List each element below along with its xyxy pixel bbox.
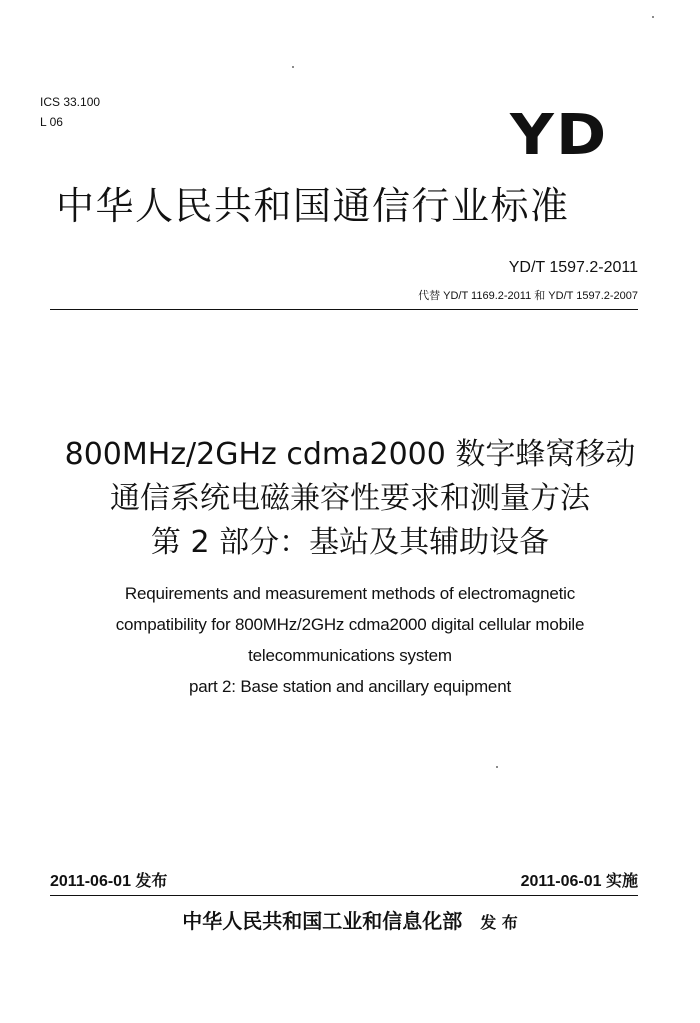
scan-speck xyxy=(496,766,498,768)
publish-date: 2011-06-01 发布 xyxy=(50,873,168,890)
standard-number: YD/T 1597.2-2011 xyxy=(508,259,638,276)
chinese-title xyxy=(0,433,700,565)
scan-speck xyxy=(292,66,294,68)
chinese-title-line: 800MHz/2GHz cdma2000 数字蜂窝移动 xyxy=(64,437,636,472)
english-title xyxy=(0,578,700,702)
replaces-note: 代替 YD/T 1169.2-2011 和 YD/T 1597.2-2007 xyxy=(418,290,638,302)
issuer-name: 中华人民共和国工业和信息化部 xyxy=(182,909,463,933)
footer-divider xyxy=(50,895,638,896)
english-title-line: compatibility for 800MHz/2GHz cdma2000 digital cellular mobile xyxy=(115,615,585,634)
issuer-line xyxy=(0,905,700,939)
english-title-line: telecommunications system xyxy=(248,646,452,665)
classification-codes xyxy=(40,92,100,132)
english-title-line: Requirements and measurement methods of electromagnetic xyxy=(124,584,576,603)
scan-speck xyxy=(652,16,654,18)
header-divider xyxy=(50,309,638,310)
yd-logo: YD xyxy=(510,103,609,168)
chinese-title-line: 第 2 部分：基站及其辅助设备 xyxy=(150,525,550,560)
ccs-code: L 06 xyxy=(40,115,63,129)
chinese-title-line: 通信系统电磁兼容性要求和测量方法 xyxy=(110,481,590,516)
effective-date: 2011-06-01 实施 xyxy=(520,873,638,890)
ics-code: ICS 33.100 xyxy=(40,95,101,109)
english-title-line: part 2: Base station and ancillary equipment xyxy=(189,677,511,696)
issuer-suffix: 发 布 xyxy=(480,913,518,932)
standard-type-heading: 中华人民共和国通信行业标准 xyxy=(56,184,570,228)
